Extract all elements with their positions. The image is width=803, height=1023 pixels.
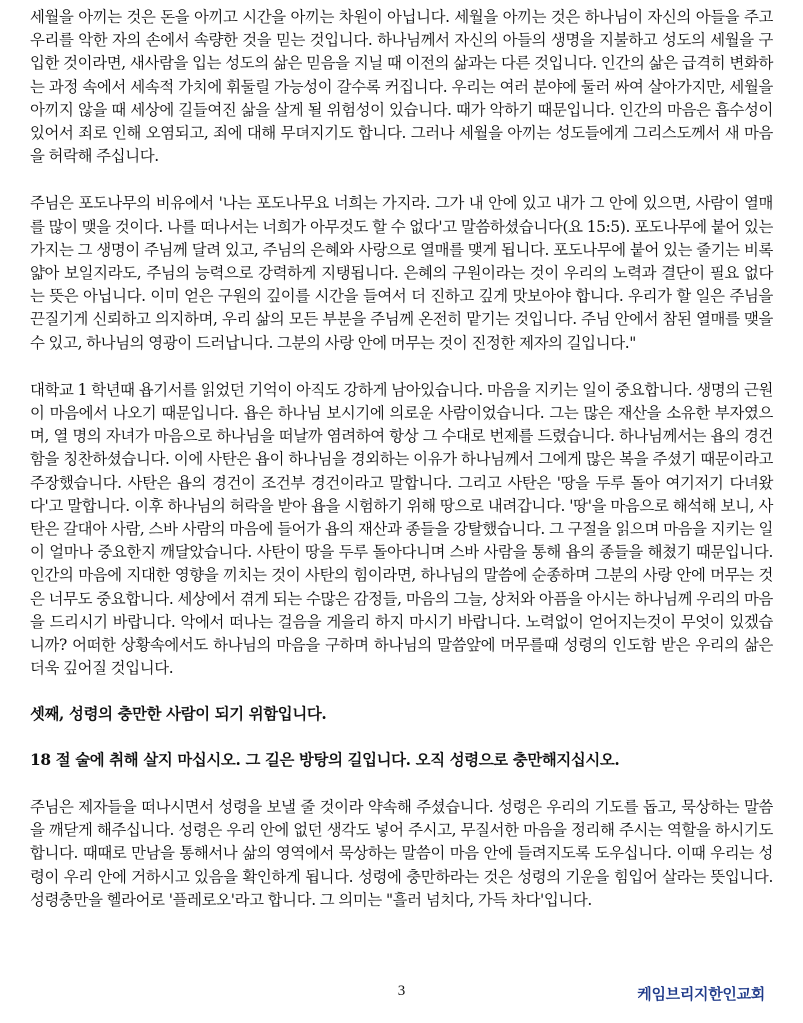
verse-heading-18: 18 절 술에 취해 살지 마십시오. 그 길은 방탕의 길입니다. 오직 성령으로 충만해지십시오. <box>30 750 620 769</box>
paragraph-job-heart: 대학교 1 학년때 욥기서를 읽었던 기억이 아직도 강하게 남아있습니다. 마음을 지키는 일이 중요합니다. 생명의 근원이 마음에서 나오기 때문입니다. 욥은 하나님 보시기에 의로운 사람이었습니다. 그는 많은 재산을 소유한 부자였으며, 열 명의 자녀가 마음으로 하나님을 떠날까 염려하여 항상 그 수대로 번제를 드렸습니다. 하나님께서는 욥의 경건함을 칭찬하셨습니다. 이에 사탄은 욥이 하나님을 경외하는 이유가 하나님께서 그에게 많은 복을 주셨기 때문이라고 주장했습니다. 사탄은 욥의 경건이 조건부 경건이라고 말합니다. 그리고 사탄은 '땅을 두루 돌아 여기저기 다녀왔다'고 말합니다. 이후 하나님의 허락을 받아 욥을 시험하기 위해 땅으로 내려갑니다. '땅'을 마음으로 해석해 보니, 사탄은 갈대아 사람, 스바 사람의 마음에 들어가 욥의 재산과 종들을 강탈했습니다. 그 구절을 읽으며 마음을 지키는 일이 얼마나 중요한지 깨달았습니다. 사탄이 땅을 두루 돌아다니며 스바 사람을 통해 욥의 종들을 해쳤기 때문입니다. 인간의 마음에 지대한 영향을 끼치는 것이 사탄의 힘이라면, 하나님의 말씀에 순종하며 그분의 사랑 안에 머무는 것은 너무도 중요합니다. 세상에서 겪게 되는 수많은 감정들, 마음의 그늘, 상처와 아픔을 아시는 하나님께 우리의 마음을 드리시기 바랍니다. 악에서 떠나는 걸음을 게을리 하지 마시기 바랍니다. 노력없이 얻어지는것이 무엇이 있겠습니까? 어떠한 상황속에서도 하나님의 마음을 구하며 하나님의 말씀앞에 머무를때 성령의 인도함 받은 우리의 삶은 더욱 깊어질 것입니다. <box>30 380 773 678</box>
church-name: 케임브리지한인교회 <box>637 985 765 1003</box>
paragraph-time-redeeming: 세월을 아끼는 것은 돈을 아끼고 시간을 아끼는 차원이 아닙니다. 세월을 아끼는 것은 하나님이 자신의 아들을 주고 우리를 악한 자의 손에서 속량한 것을 믿는 것입니다. 하나님께서 자신의 아들의 생명을 지불하고 성도의 세월을 구입한 것이라면, 새사람을 입는 성도의 삶은 믿음을 지닐 때 이전의 삶과는 다른 것입니다. 인간의 삶은 급격히 변화하는 과정 속에서 세속적 가치에 휘둘릴 가능성이 갈수록 커집니다. 우리는 여러 분야에 둘러 싸여 살아가지만, 세월을 아끼지 않을 때 세상에 길들여진 삶을 살게 될 위험성이 있습니다. 때가 악하기 때문입니다. 인간의 마음은 흡수성이 있어서 죄로 인해 오염되고, 죄에 대해 무뎌지기도 합니다. 그러나 세월을 아끼는 성도들에게 그리스도께서 새 마음을 허락해 주십니다. <box>30 8 773 166</box>
page-footer <box>0 983 803 1007</box>
paragraph-vine-branches: 주님은 포도나무의 비유에서 '나는 포도나무요 너희는 가지라. 그가 내 안에 있고 내가 그 안에 있으면, 사람이 열매를 많이 맺을 것이다. 나를 떠나서는 너희가 아무것도 할 수 없다'고 말씀하셨습니다(요 15:5). 포도나무에 붙어 있는 가지는 그 생명이 주님께 달려 있고, 주님의 은혜와 사랑으로 열매를 맺게 됩니다. 포도나무에 붙어 있는 줄기는 비록 얇아 보일지라도, 주님의 능력으로 강력하게 지탱됩니다. 은혜의 구원이라는 것이 우리의 노력과 결단이 필요 없다는 뜻은 아닙니다. 이미 얻은 구원의 깊이를 시간을 들여서 더 진하고 깊게 맛보아야 합니다. 우리가 할 일은 주님을 끈질기게 신뢰하고 의지하며, 우리 삶의 모든 부분을 주님께 온전히 맡기는 것입니다. 주님 안에서 참된 열매를 맺을 수 있고, 하나님의 영광이 드러납니다. 그분의 사랑 안에 머무는 것이 진정한 제자의 길입니다." <box>30 194 773 352</box>
paragraph-holy-spirit: 주님은 제자들을 떠나시면서 성령을 보낼 줄 것이라 약속해 주셨습니다. 성령은 우리의 기도를 돕고, 묵상하는 말씀을 깨닫게 해주십니다. 성령은 우리 안에 없던 생각도 넣어 주시고, 무질서한 마음을 정리해 주시는 역할을 하시기도 합니다. 때때로 만남을 통해서나 삶의 영역에서 묵상하는 말씀이 마음 안에 들려지도록 도우십니다. 이때 우리는 성령이 우리 안에 거하시고 있음을 확인하게 됩니다. 성령에 충만하라는 것은 성령의 기운을 힘입어 살라는 뜻입니다. 성령충만을 헬라어로 '플레로오'라고 합니다. 그 의미는 "흘러 넘치다, 가득 차다'입니다. <box>30 797 773 909</box>
section-heading-third: 셋째, 성령의 충만한 사람이 되기 위함입니다. <box>30 705 327 724</box>
page-number: 3 <box>397 983 406 999</box>
